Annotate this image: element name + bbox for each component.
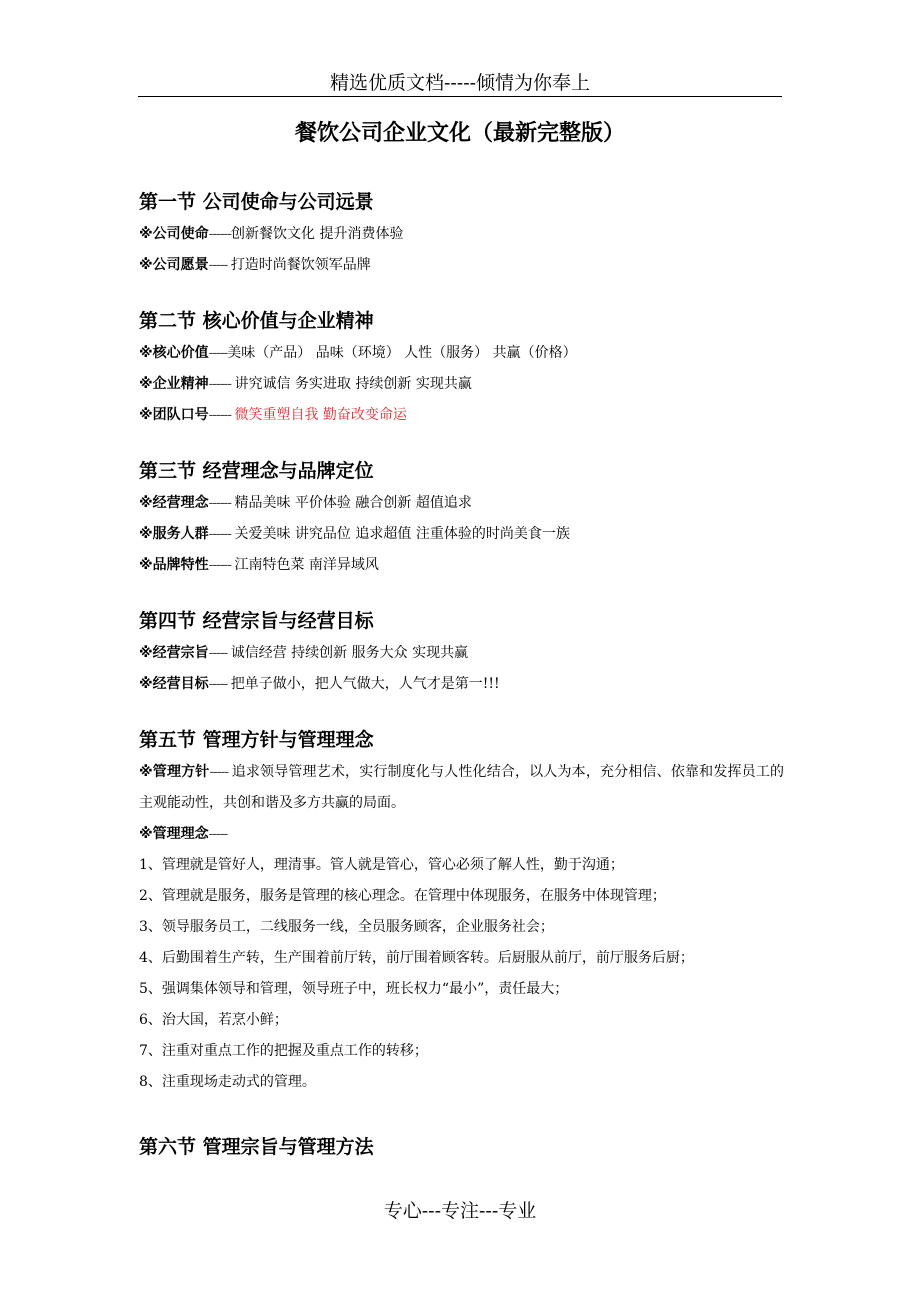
- section-5: [139, 726, 784, 1098]
- row-separator: ------: [208, 226, 232, 242]
- definition-row: [139, 338, 784, 369]
- row-separator: -----: [208, 257, 231, 273]
- row-label: ※公司使命: [139, 226, 209, 242]
- definition-row: [139, 488, 784, 519]
- section-heading: 第六节 管理宗旨与管理方法: [139, 1136, 374, 1158]
- row-separator: -----: [208, 676, 231, 692]
- definition-row: [139, 400, 784, 431]
- page-header: 精选优质文档-----倾情为你奉上: [329, 72, 591, 94]
- row-label: ※经营理念: [139, 495, 209, 511]
- section-3: [139, 457, 784, 581]
- section-4: [139, 607, 784, 700]
- row-value: 追求领导管理艺术，实行制度化与人性化结合，以人为本，充分相信、依靠和发挥员工的主观能动性，共创和谐及多方共赢的局面。: [139, 764, 784, 811]
- definition-row: [139, 819, 784, 850]
- row-separator: ------: [208, 526, 235, 542]
- row-separator: ------: [208, 495, 235, 511]
- page-footer: 专心---专注---专业: [383, 1200, 537, 1222]
- definition-row: [139, 250, 784, 281]
- list-item: 7、注重对重点工作的把握及重点工作的转移；: [139, 1043, 428, 1059]
- row-value: 精品美味 平价体验 融合创新 超值追求: [234, 495, 472, 511]
- row-value: 诚信经营 持续创新 服务大众 实现共赢: [230, 645, 469, 661]
- list-item: 1、管理就是管好人，理清事。管人就是管心，管心必须了解人性，勤于沟通；: [139, 857, 624, 873]
- section-6: [139, 1133, 784, 1161]
- row-label: ※团队口号: [139, 407, 209, 423]
- row-value: 打造时尚餐饮领军品牌: [230, 257, 371, 273]
- section-heading: 第三节 经营理念与品牌定位: [139, 460, 374, 482]
- row-label: ※核心价值: [139, 345, 209, 361]
- row-label: ※管理理念: [139, 826, 209, 842]
- team-slogan-value: 微笑重塑自我 勤奋改变命运: [234, 407, 407, 423]
- row-separator: -----: [208, 826, 228, 842]
- row-separator: -----: [208, 645, 231, 661]
- section-2: [139, 307, 784, 431]
- section-heading: 第二节 核心价值与企业精神: [139, 310, 374, 332]
- row-value: 把单子做小，把人气做大，人气才是第一!!!: [230, 676, 500, 692]
- row-separator: -----: [208, 345, 228, 361]
- list-item: 8、注重现场走动式的管理。: [139, 1074, 316, 1090]
- section-1: [139, 188, 784, 281]
- row-value: 江南特色菜 南洋异域风: [234, 557, 379, 573]
- row-value: 讲究诚信 务实进取 持续创新 实现共赢: [234, 376, 472, 392]
- definition-row: [139, 369, 784, 400]
- row-label: ※公司愿景: [139, 257, 209, 273]
- row-separator: ------: [208, 376, 235, 392]
- row-value: 美味（产品） 品味（环境） 人性（服务） 共赢（价格）: [227, 345, 577, 361]
- row-label: ※企业精神: [139, 376, 209, 392]
- row-value: 关爱美味 讲究品位 追求超值 注重体验的时尚美食一族: [234, 526, 570, 542]
- list-item: 4、后勤围着生产转，生产围着前厅转，前厅围着顾客转。后厨服从前厅，前厅服务后厨；: [139, 950, 694, 966]
- row-label: ※服务人群: [139, 526, 209, 542]
- section-heading: 第五节 管理方针与管理理念: [139, 729, 374, 751]
- document-body: [139, 188, 784, 1164]
- section-heading: 第一节 公司使命与公司远景: [139, 191, 374, 213]
- list-item: 2、管理就是服务，服务是管理的核心理念。在管理中体现服务，在服务中体现管理；: [139, 888, 666, 904]
- row-separator: ------: [208, 557, 235, 573]
- row-separator: -----: [209, 764, 232, 780]
- management-policy-paragraph: [139, 757, 784, 819]
- row-separator: ------: [208, 407, 235, 423]
- list-item: 5、强调集体领导和管理，领导班子中，班长权力“最小”，责任最大；: [139, 981, 569, 997]
- list-item: 3、领导服务员工，二线服务一线，全员服务顾客，企业服务社会；: [139, 919, 554, 935]
- header-rule: [138, 96, 782, 97]
- definition-row: [139, 669, 784, 700]
- document-title: 餐饮公司企业文化（最新完整版）: [294, 121, 625, 146]
- row-label: ※品牌特性: [139, 557, 209, 573]
- row-value: 创新餐饮文化 提升消费体验: [231, 226, 404, 242]
- row-label: ※管理方针: [139, 764, 210, 780]
- row-label: ※经营目标: [139, 676, 209, 692]
- definition-row: [139, 638, 784, 669]
- definition-row: [139, 550, 784, 581]
- list-item: 6、治大国，若烹小鲜；: [139, 1012, 288, 1028]
- section-heading: 第四节 经营宗旨与经营目标: [139, 610, 374, 632]
- row-label: ※经营宗旨: [139, 645, 209, 661]
- definition-row: [139, 519, 784, 550]
- definition-row: [139, 219, 784, 250]
